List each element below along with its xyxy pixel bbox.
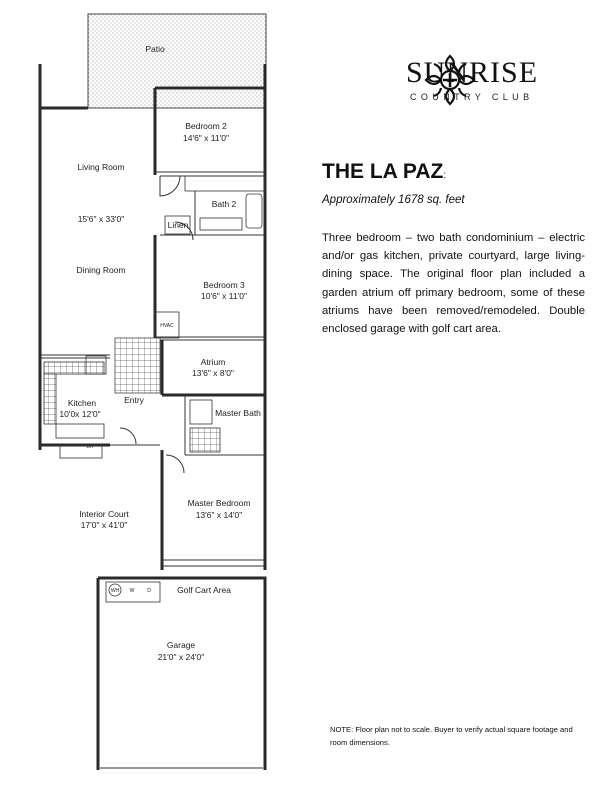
plan-title-text: THE LA PAZ: [322, 160, 444, 183]
dr-label: DR: [86, 444, 94, 450]
kitchen-dims: 10'0x 12'0": [59, 409, 101, 419]
dining-room-label: Dining Room: [76, 265, 126, 275]
linen-label: Linen: [167, 220, 189, 230]
master-bedroom-dims: 13'6" x 14'0": [195, 510, 243, 520]
plan-title-suffix: :: [443, 170, 447, 181]
atrium-label: Atrium: [200, 357, 226, 367]
golf-cart-area-label: Golf Cart Area: [177, 585, 231, 595]
patio-label: Patio: [145, 44, 165, 54]
bedroom2-dims: 14'6" x 11'0": [183, 133, 229, 143]
wh-label: WH: [110, 588, 120, 594]
living-room-dims: 15'6" x 33'0": [77, 214, 125, 224]
plan-description: Three bedroom – two bath condominium – electric and/or gas kitchen, private courtyard, large living-dining space. The original floor plan included a garden atrium off primary bedroom, some of these atriums have been removed/remodeled. Double enclosed garage with golf cart area.: [322, 232, 585, 336]
bedroom3-label: Bedroom 3: [203, 280, 245, 290]
garage-label: Garage: [166, 640, 196, 650]
hvac-label: HVAC: [160, 323, 174, 329]
entry-label: Entry: [124, 395, 144, 405]
bedroom3-dims: 10'6" x 11'0": [201, 291, 247, 301]
interior-court-label: Interior Court: [79, 509, 129, 519]
kitchen-label: Kitchen: [67, 398, 97, 408]
living-room-label: Living Room: [77, 162, 125, 172]
atrium-dims: 13'6" x 8'0": [192, 368, 234, 378]
plan-title: [322, 160, 446, 184]
brand-name: SUNRISE: [406, 56, 539, 89]
plan-area: Approximately 1678 sq. feet: [322, 194, 465, 206]
master-bedroom-label: Master Bedroom: [187, 498, 251, 508]
master-bath-label: Master Bath: [215, 408, 261, 418]
garage-dims: 21'0" x 24'0": [157, 652, 205, 662]
bedroom2-label: Bedroom 2: [185, 121, 227, 131]
plan-note: NOTE: Floor plan not to scale. Buyer to verify actual square footage and room dimensions.: [330, 725, 573, 747]
d-label: D: [147, 588, 151, 594]
bath2-label: Bath 2: [211, 199, 237, 209]
w-label: W: [129, 588, 135, 594]
brand-subtitle: COUNTRY CLUB: [410, 92, 534, 102]
interior-court-dims: 17'0" x 41'0": [80, 520, 128, 530]
